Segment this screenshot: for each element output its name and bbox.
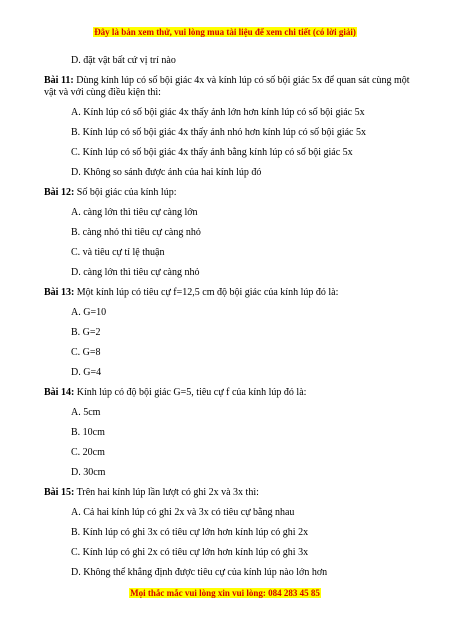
- option-c: C. Kính lúp có ghi 2x có tiêu cự lớn hơn kính lúp có ghi 3x: [71, 547, 309, 558]
- question-11: [44, 75, 414, 99]
- option-c: C. Kính lúp có số bội giác 4x thấy ảnh bằng kính lúp có số bội giác 5x: [71, 147, 353, 158]
- contact-banner-text: Mọi thắc mắc vui lòng xin vui lòng: 084 283 45 85: [130, 588, 320, 598]
- worksheet-content: [44, 55, 414, 587]
- option-d: D. 30cm: [71, 467, 106, 478]
- option-b: B. Kính lúp có ghi 3x có tiêu cự lớn hơn kính lúp có ghi 2x: [71, 527, 309, 538]
- option-b: B. càng nhỏ thì tiêu cự càng nhỏ: [71, 227, 201, 238]
- option-b: B. Kính lúp có số bội giác 4x thấy ảnh nhỏ hơn kính lúp có số bội giác 5x: [71, 127, 366, 138]
- option-b: B. G=2: [71, 327, 101, 338]
- option-d: D. G=4: [71, 367, 102, 378]
- question-label: Bài 13:: [44, 287, 75, 298]
- question-text: Dùng kính lúp có số bội giác 4x và kính lúp có số bội giác 5x để quan sát cùng một vật và với cùng điều kiện thì:: [44, 75, 410, 98]
- question-label: Bài 11:: [44, 75, 74, 86]
- question-text: Kính lúp có độ bội giác G=5, tiêu cự f của kính lúp đó là:: [76, 387, 307, 398]
- option-d: D. Không so sánh được ảnh của hai kính lúp đó: [71, 167, 262, 178]
- option-c: C. G=8: [71, 347, 101, 358]
- option-b: B. 10cm: [71, 427, 105, 438]
- question-text: Một kính lúp có tiêu cự f=12,5 cm độ bội giác của kính lúp đó là:: [76, 287, 339, 298]
- question-14: [44, 387, 414, 399]
- question-text: Trên hai kính lúp lần lượt có ghi 2x và 3x thì:: [76, 487, 259, 498]
- question-15: [44, 487, 414, 499]
- preview-banner: [0, 27, 450, 37]
- previous-question-option: D. đặt vật bất cứ vị trí nào: [71, 55, 176, 66]
- option-a: A. G=10: [71, 307, 107, 318]
- option-c: C. và tiêu cự tỉ lệ thuận: [71, 247, 165, 258]
- question-text: Số bội giác của kính lúp:: [76, 187, 177, 198]
- option-d: D. Không thể khẳng định được tiêu cự của kính lúp nào lớn hơn: [71, 567, 328, 578]
- option-a: A. 5cm: [71, 407, 101, 418]
- option-a: A. Cả hai kính lúp có ghi 2x và 3x có tiêu cự bằng nhau: [71, 507, 295, 518]
- contact-banner: [0, 588, 450, 598]
- question-13: [44, 287, 414, 299]
- option-a: A. càng lớn thì tiêu cự càng lớn: [71, 207, 198, 218]
- option-c: C. 20cm: [71, 447, 105, 458]
- question-label: Bài 14:: [44, 387, 75, 398]
- question-label: Bài 15:: [44, 487, 75, 498]
- option-d: D. càng lớn thì tiêu cự càng nhỏ: [71, 267, 200, 278]
- question-12: [44, 187, 414, 199]
- option-a: A. Kính lúp có số bội giác 4x thấy ảnh lớn hơn kính lúp có số bội giác 5x: [71, 107, 365, 118]
- question-label: Bài 12:: [44, 187, 75, 198]
- preview-banner-text: Đây là bản xem thử, vui lòng mua tài liệu để xem chi tiết (có lời giải): [94, 27, 356, 37]
